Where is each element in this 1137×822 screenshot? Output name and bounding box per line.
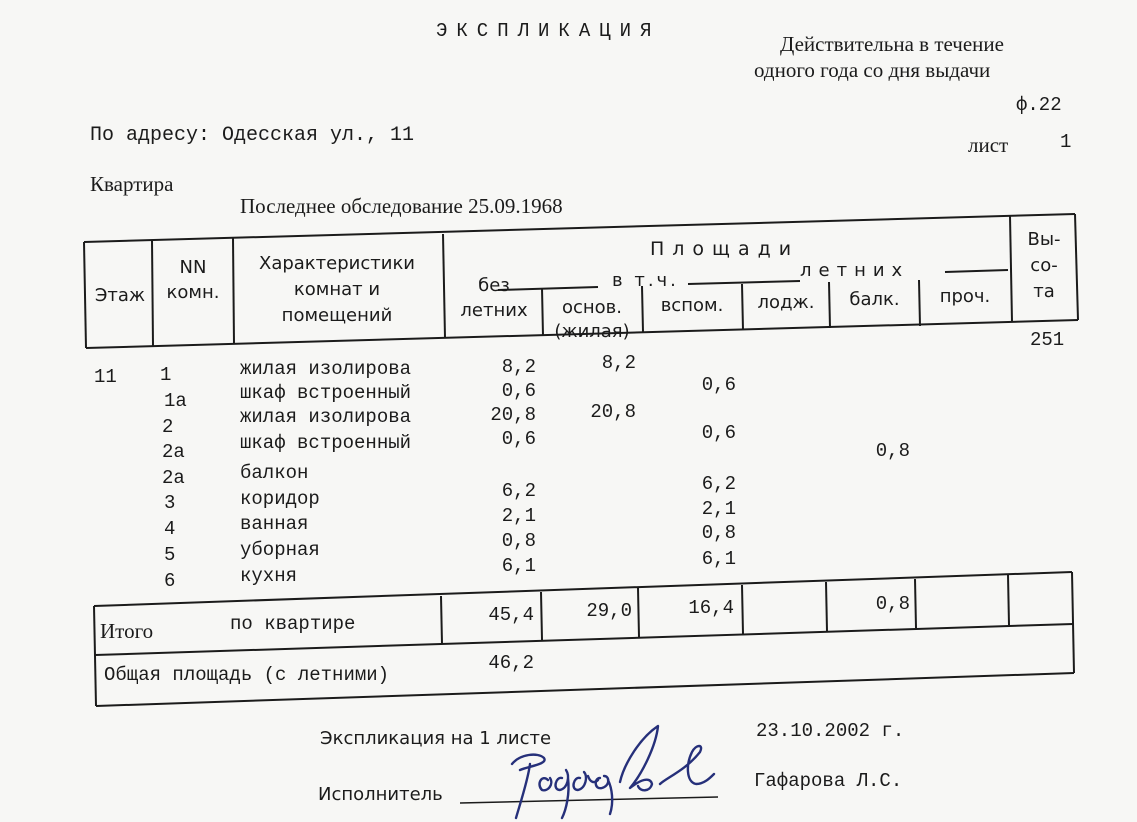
row-total-area: 2,1 [501, 505, 536, 527]
row-room-no: 1 [160, 364, 172, 386]
row-room-name: шкаф встроенный [240, 432, 412, 454]
row-total-area: 6,2 [501, 480, 536, 502]
row-room-no: 3 [164, 492, 176, 514]
last-survey: Последнее обследование 25.09.1968 [240, 194, 563, 218]
height-value: 251 [1030, 329, 1065, 351]
document-title: ЭКСПЛИКАЦИЯ [436, 20, 661, 42]
header-loggia: лодж. [757, 292, 815, 313]
header-height-1: Вы- [1027, 229, 1061, 250]
sheets-note: Экспликация на 1 листе [320, 728, 552, 749]
executor-name: Гафарова Л.С. [754, 770, 903, 792]
totals-balcony-area: 0,8 [875, 593, 910, 615]
header-room-no-1: NN [179, 257, 207, 278]
row-room-name: жилая изолирова [240, 358, 412, 380]
validity-line-2: одного года со дня выдачи [754, 58, 991, 82]
header-other: проч. [939, 286, 991, 307]
row-room-no: 6 [164, 570, 176, 592]
header-aux: вспом. [660, 295, 724, 316]
header-floor: Этаж [94, 285, 146, 306]
header-characteristics-1: Характеристики [258, 253, 416, 274]
address: По адресу: Одесская ул., 11 [90, 124, 415, 147]
issue-date: 23.10.2002 г. [756, 720, 905, 742]
apartment-label: Квартира [90, 172, 174, 196]
row-aux-area: 6,1 [701, 548, 736, 570]
header-areas: Площади [650, 238, 800, 260]
header-characteristics-2: комнат и [293, 279, 381, 300]
sheet-label: лист [968, 133, 1009, 157]
row-total-area: 8,2 [501, 356, 536, 378]
overall-area-label: Общая площадь (с летними) [104, 664, 390, 686]
sheet-number: 1 [1060, 131, 1072, 153]
row-aux-area: 0,6 [701, 374, 736, 396]
header-height-2: со- [1030, 255, 1058, 276]
row-aux-area: 6,2 [701, 473, 736, 495]
row-total-area: 20,8 [490, 404, 536, 426]
header-room-no-2: комн. [166, 282, 220, 303]
row-room-name: ванная [240, 513, 309, 535]
row-total-area: 0,8 [501, 530, 536, 552]
header-without-summer-2: летних [460, 300, 528, 321]
row-room-name: шкаф встроенный [240, 382, 412, 404]
header-main-1: основ. [561, 297, 623, 318]
header-balcony: балк. [849, 289, 900, 310]
row-room-no: 2а [162, 441, 185, 463]
header-characteristics-3: помещений [281, 305, 393, 326]
row-room-no: 4 [164, 518, 176, 540]
row-room-name: жилая изолирова [240, 406, 412, 428]
row-room-no: 5 [164, 544, 176, 566]
totals-total-area: 45,4 [488, 604, 534, 626]
signature [490, 718, 730, 822]
row-total-area: 0,6 [501, 428, 536, 450]
totals-label: Итого [100, 619, 154, 643]
row-room-no: 2 [162, 416, 174, 438]
row-room-no: 1а [164, 390, 187, 412]
header-without-summer-1: без [478, 275, 510, 296]
row-room-name: уборная [240, 539, 320, 561]
row-total-area: 6,1 [501, 555, 536, 577]
executor-label: Исполнитель [318, 784, 443, 805]
row-room-name: кухня [240, 565, 298, 587]
row-total-area: 0,6 [501, 380, 536, 402]
validity-line-1: Действительна в течение [780, 32, 1004, 56]
floor-value: 11 [94, 366, 117, 388]
totals-main-area: 29,0 [586, 600, 632, 622]
header-in-t-ch: в т.ч. [612, 270, 679, 291]
row-aux-area: 0,8 [701, 522, 736, 544]
row-room-no: 2а [162, 467, 185, 489]
overall-area-value: 46,2 [488, 652, 534, 674]
row-main-area: 20,8 [590, 401, 636, 423]
row-room-name: балкон [240, 462, 309, 484]
header-summer: летних [800, 260, 910, 281]
row-room-name: коридор [240, 488, 320, 510]
totals-label-apartment: по квартире [230, 613, 356, 635]
row-balcony-area: 0,8 [875, 440, 910, 462]
row-aux-area: 0,6 [701, 422, 736, 444]
totals-aux-area: 16,4 [688, 597, 734, 619]
form-number: ф.22 [1016, 94, 1062, 116]
row-aux-area: 2,1 [701, 498, 736, 520]
row-main-area: 8,2 [601, 352, 636, 374]
header-height-3: та [1033, 281, 1055, 302]
header-main-2: (жилая) [554, 321, 630, 342]
